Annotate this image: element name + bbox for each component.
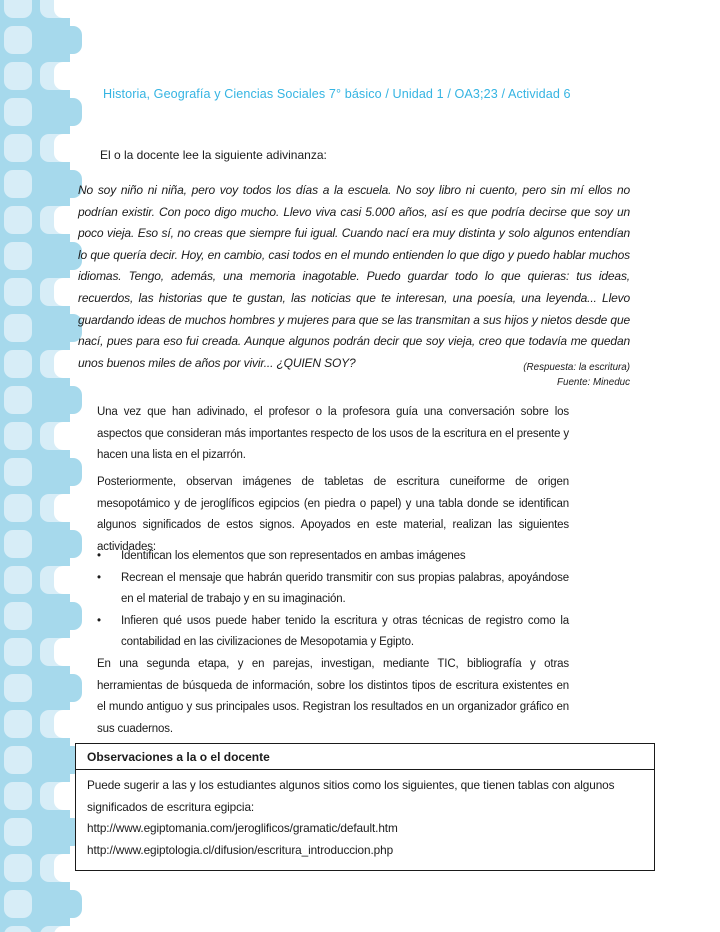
bullet-icon: • <box>97 571 101 584</box>
teacher-notes-title: Observaciones a la o el docente <box>76 744 654 770</box>
list-item-text: Recrean el mensaje que habrán querido transmitir con sus propias palabras, apoyándose en el material de trabajo y en su imaginación. <box>121 571 569 605</box>
list-item <box>97 546 569 568</box>
activities-bullet-list <box>97 546 569 654</box>
link-url[interactable]: http://www.egiptomania.com/jeroglificos/gramatic/default.htm <box>87 821 398 835</box>
riddle-text: No soy niño ni niña, pero voy todos los días a la escuela. No soy libro ni cuento, pero sin mí ellos no podrían existir. Con poco digo mucho. Llevo viva casi 5.000 años, así es que podría decirse que soy un poco vieja. Eso sí, no creas que siempre fui igual. Cuando nací era muy distinta y solo algunos entendían lo que quería decir. Hoy, en cambio, casi todos en el mundo entienden lo que digo y puedo hablar muchos idiomas. Tengo, además, una memoria inagotable. Puedo guardar todo lo que quieras: tus ideas, recuerdos, las historias que te gustan, las noticias que te interesan, una poesía, una leyenda... Llevo guardando ideas de muchos hombres y mujeres para que se las transmitan a sus hijos y nietos desde que nací, pues para eso fui creada. Aunque algunos podrán decir que soy vieja, creo que todavía me quedan unos buenos miles de años por vivir... ¿QUIEN SOY? <box>78 183 630 370</box>
riddle-source: Fuente: Mineduc <box>557 377 630 388</box>
bullet-icon: • <box>97 550 101 562</box>
list-item <box>97 568 569 611</box>
bullet-icon: • <box>97 614 101 627</box>
riddle-credit <box>78 360 630 390</box>
teacher-notes-text: Puede sugerir a las y los estudiantes algunos sitios como los siguientes, que tienen tablas con algunos significados de escritura egipcia: <box>87 778 615 814</box>
riddle-answer: (Respuesta: la escritura) <box>523 362 630 373</box>
list-item <box>97 611 569 654</box>
paragraph-research: En una segunda etapa, y en parejas, investigan, mediante TIC, bibliografía y otras herramientas de búsqueda de información, sobre los distintos tipos de escritura existentes en el mundo antiguo y sus principales usos. Registran los resultados en un organizador gráfico en sus cuadernos. <box>97 658 569 735</box>
intro-text: El o la docente lee la siguiente adivinanza: <box>100 148 327 162</box>
link-url[interactable]: http://www.egiptologia.cl/difusion/escritura_introduccion.php <box>87 842 394 857</box>
paragraph-conversation: Una vez que han adivinado, el profesor o la profesora guía una conversación sobre los aspectos que consideran más importantes respecto de los usos de la escritura en el presente y hacen una lista en el pizarrón. <box>97 406 569 461</box>
paragraph-images: Posteriormente, observan imágenes de tabletas de escritura cuneiforme de origen mesopotámico y de jeroglíficos egipcios (en piedra o papel) y una tabla donde se identifican algunos significados de estos signos. Apoyados en este material, realizan las siguientes actividades: <box>97 476 569 553</box>
teacher-notes-body <box>76 770 654 870</box>
list-item-text: Identifican los elementos que son representados en ambas imágenes <box>121 550 466 562</box>
page-title: Historia, Geografía y Ciencias Sociales 7° básico / Unidad 1 / OA3;23 / Actividad 6 <box>103 87 571 101</box>
list-item-text: Infieren qué usos puede haber tenido la escritura y otras técnicas de registro como la contabilidad en las civilizaciones de Mesopotamia y Egipto. <box>121 614 569 648</box>
teacher-notes-box <box>75 743 655 871</box>
